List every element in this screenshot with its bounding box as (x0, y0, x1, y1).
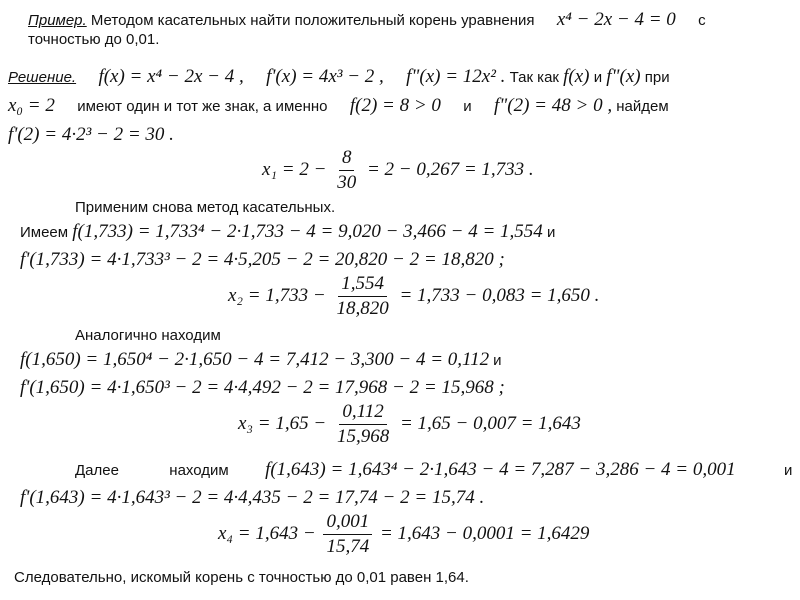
f-prime-1650: f'(1,650) = 4·1,650³ − 2 = 4·4,492 − 2 = 17,968 − 2 = 15,968 ; (20, 377, 505, 398)
x4-lhs: x₄ = 1,643 − (218, 522, 316, 544)
f-prime-definition: f'(x) = 4x³ − 2 , (266, 66, 384, 87)
f-prime-1733-line (20, 250, 505, 269)
x4-rhs: = 1,643 − 0,0001 = 1,6429 (379, 522, 590, 544)
f-prime-1643: f'(1,643) = 4·1,643³ − 2 = 4·4,435 − 2 = 17,74 − 2 = 15,74 . (20, 487, 485, 508)
problem-line-1 (28, 10, 706, 29)
find-text: найдем (616, 98, 669, 115)
x3-denominator: 15,968 (336, 425, 390, 447)
f-1643: f(1,643) = 1,643⁴ − 2·1,643 − 4 = 7,287 − 3,286 − 4 = 0,001 (265, 459, 736, 480)
further-text: Далее (75, 462, 119, 479)
x1-fraction (334, 148, 359, 193)
x2-denominator: 18,820 (336, 297, 389, 319)
and-text-5: и (783, 462, 793, 479)
f-definition: f(x) = x⁴ − 2x − 4 , (98, 66, 244, 87)
x3-lhs: x₃ = 1,65 − (238, 412, 327, 434)
x1-numerator: 8 (339, 148, 355, 171)
further-line (75, 460, 792, 479)
x4-fraction (323, 512, 372, 557)
f-1733: f(1,733) = 1,733⁴ − 2·1,733 − 4 = 9,020 − 3,466 − 4 = 1,554 (72, 221, 543, 242)
similarly-text: Аналогично находим (75, 327, 221, 344)
example-label: Пример. (28, 12, 87, 29)
and-text-4: и (493, 352, 502, 369)
have-text: Имеем (20, 224, 69, 241)
f-double-prime-x: f"(x) (606, 66, 641, 87)
problem-precision: точностью до 0,01. (28, 31, 160, 48)
iteration-3 (238, 402, 581, 447)
x1-lhs: x₁ = 2 − (262, 158, 327, 180)
f-prime-1650-line (20, 378, 505, 397)
x3-numerator: 0,112 (339, 402, 386, 425)
f-1733-line (20, 222, 555, 241)
and-text: и (593, 69, 603, 86)
f-1650: f(1,650) = 1,650⁴ − 2·1,650 − 4 = 7,412 − 3,300 − 4 = 0,112 (20, 349, 490, 370)
and-text-2: и (463, 98, 472, 115)
find-text-2: находим (169, 462, 229, 479)
x2-lhs: x₂ = 1,733 − (228, 284, 326, 306)
f-prime-1643-line (20, 488, 484, 507)
solution-line-2 (8, 96, 669, 115)
problem-text-end: с (698, 12, 706, 29)
x1-rhs: = 2 − 0,267 = 1,733 . (366, 158, 534, 180)
x0-value: x₀ = 2 (8, 95, 55, 116)
x2-fraction (333, 274, 391, 319)
problem-text: Методом касательных найти положительный корень уравнения (90, 12, 535, 29)
since-text: Так как (509, 69, 559, 86)
x4-denominator: 15,74 (326, 535, 370, 557)
x3-fraction (334, 402, 392, 447)
f-1650-line (20, 350, 502, 369)
x3-rhs: = 1,65 − 0,007 = 1,643 (399, 412, 581, 434)
f-x: f(x) (563, 66, 590, 87)
f-prime-1733: f'(1,733) = 4·1,733³ − 2 = 4·5,205 − 2 = 20,820 − 2 = 18,820 ; (20, 249, 505, 270)
x2-rhs: = 1,733 − 0,083 = 1,650 . (399, 284, 600, 306)
problem-equation: x⁴ − 2x − 4 = 0 (556, 9, 676, 30)
solution-line-3 (8, 125, 174, 144)
problem-line-2 (28, 32, 159, 47)
f-at-2: f(2) = 8 > 0 (349, 95, 441, 116)
conclusion-text: Следовательно, искомый корень с точностью до 0,01 равен 1,64. (14, 569, 469, 586)
solution-line-1 (8, 67, 670, 86)
at-text: при (644, 69, 670, 86)
x4-numerator: 0,001 (323, 512, 372, 535)
apply-method-text: Применим снова метод касательных. (75, 199, 336, 216)
solution-label: Решение. (8, 69, 77, 86)
f-double-prime-definition: f"(x) = 12x² . (406, 66, 506, 87)
same-sign-text: имеют один и тот же знак, а именно (77, 98, 328, 115)
x2-numerator: 1,554 (338, 274, 387, 297)
f-prime-at-2: f'(2) = 4·2³ − 2 = 30 . (8, 124, 174, 145)
iteration-1 (262, 148, 534, 193)
iteration-4 (218, 512, 589, 557)
and-text-3: и (546, 224, 556, 241)
x1-denominator: 30 (337, 171, 357, 193)
f-double-prime-at-2: f"(2) = 48 > 0 , (494, 95, 613, 116)
iteration-2 (228, 274, 599, 319)
